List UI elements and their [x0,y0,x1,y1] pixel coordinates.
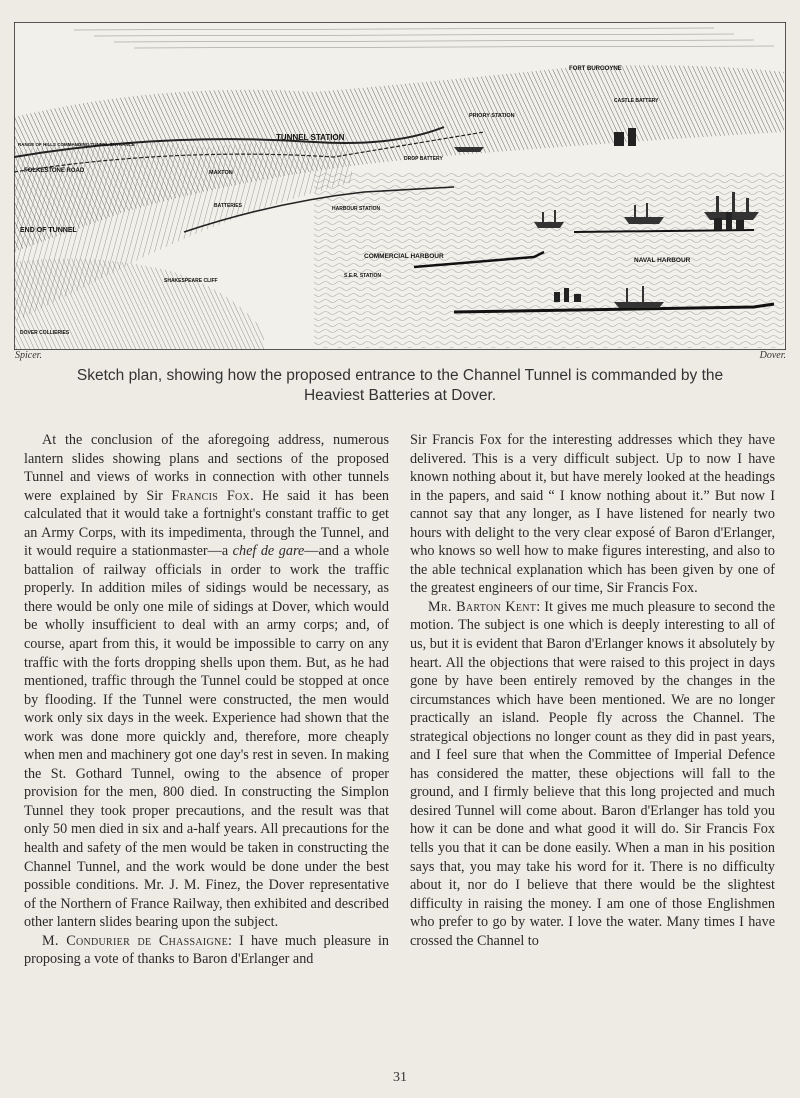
svg-text:FORT BURGOYNE: FORT BURGOYNE [569,66,622,72]
svg-text:END OF TUNNEL: END OF TUNNEL [20,227,77,234]
svg-text:DOVER COLLIERIES: DOVER COLLIERIES [20,330,70,336]
left-column [24,431,389,969]
figure-caption: Sketch plan, showing how the proposed entrance to the Channel Tunnel is commanded by the Heaviest Batteries at Dover. [76,367,724,404]
sketch-plan-figure [14,22,786,350]
svg-text:HARBOUR STATION: HARBOUR STATION [332,206,381,212]
paragraph: Sir Francis Fox for the interesting addresses which they have delivered. This is a very difficult subject. Up to now I have known nothing about it, but have merely looked at the headings in the papers, and said “ I know nothing about it.” But now I cannot say that any longer, as I have listened for nearly two hours with delight to the very clear exposé of Baron d'Erlanger, who knows so well how to make figures interesting, and also to the able technical explanation which has been given by one of the greatest engineers of our time, Sir Francis Fox. [410,432,775,597]
paragraph: M. Condurier de Chassaigne: I have much pleasure in proposing a vote of thanks to Baron d'Erlanger and [24,932,389,968]
italic-term: chef de gare [232,543,305,560]
svg-text:S.E.R. STATION: S.E.R. STATION [344,273,382,279]
svg-text:CASTLE BATTERY: CASTLE BATTERY [614,98,659,104]
sketch-plan-drawing [14,22,786,350]
svg-text:MAXTON: MAXTON [209,170,233,176]
paragraph: At the conclusion of the aforegoing address, numerous lantern slides showing plans and sections of the proposed Tunnel and views of works in connection with other tunnels were explained by Sir Francis Fox. He said it has been calculated that it would take a fortnight's constant traffic to get an Army Corps, with its impedimenta, through the Tunnel, and it would require a stationmaster—a chef de gare—and a whole battalion of railway officials in order to work the traffic properly. In addition miles of sidings would be necessary, as there would be only one mile of sidings at Dover, which would be wholly insufficient to deal with an army corps; and, of course, apart from this, it would be impossible to carry on any traffic with the forts dropping shells upon them. But, as he had mentioned, traffic through the Tunnel could be stopped at once by flooding. If the Tunnel were constructed, the men would work only six days in the week. Experience had shown that the work was done more quickly and, therefore, more cheaply when men and machinery got one day's rest in seven. In making the St. Gothard Tunnel, owing to the absence of proper provision for the men, 800 died. In constructing the Simplon Tunnel they took proper precautions, and the result was that only 50 men died in six and a-half years. All precautions for the health and safety of the men would be taken in constructing the Channel Tunnel, and the work would be done under the best possible conditions. Mr. J. M. Finez, the Dover representative of the Northern of France Railway, then exhibited and described other lantern slides bearing upon the subject. [24,432,389,931]
svg-text:SHAKESPEARE CLIFF: SHAKESPEARE CLIFF [164,278,218,284]
svg-text:FOLKESTONE ROAD: FOLKESTONE ROAD [24,168,85,174]
speaker-name: M. Condurier de Chassaigne [42,932,228,949]
svg-text:RANGE OF HILLS COMMANDING TUNN: RANGE OF HILLS COMMANDING TUNNEL ENTRANCE [18,142,135,147]
svg-text:DROP BATTERY: DROP BATTERY [404,156,443,162]
speaker-name: Francis Fox [171,487,251,504]
svg-text:COMMERCIAL HARBOUR: COMMERCIAL HARBOUR [364,253,444,260]
svg-text:NAVAL HARBOUR: NAVAL HARBOUR [634,257,691,264]
page-number: 31 [393,1070,407,1085]
artist-credit: Spicer. [15,350,42,361]
svg-text:TUNNEL STATION: TUNNEL STATION [276,133,345,142]
speaker-name: Mr. Barton Kent [428,598,537,615]
svg-text:BATTERIES: BATTERIES [214,203,242,209]
paragraph: Mr. Barton Kent: It gives me much pleasure to second the motion. The subject is one which is deeply interesting to all of us, but it is evident that Baron d'Erlanger knows it absolutely by heart. All the objections that were raised to this project in days gone by have been entirely removed by the changes in the circumstances which have been mentioned. We are no longer practically an island. People fly across the Channel. The strategical objections no longer count as they did in past years, and I feel sure that when the Committee of Imperial Defence has considered the matter, these objections will fall to the ground, and I firmly believe that this long projected and much desired Tunnel will come about. Baron d'Erlanger has told you how it can be done and what good it will do. Sir Francis Fox tells you that it can be done easily. When a man in his position says that, you may take his word for it. There is no difficulty about it, nor do I believe that there would be the slightest difficulty in raising the money. I am one of those Englishmen who prefer to go by water. I love the water. Many times I have crossed the Channel to [410,598,775,949]
right-column [410,431,775,950]
svg-text:PRIORY STATION: PRIORY STATION [469,113,515,119]
location-credit: Dover. [759,350,786,361]
